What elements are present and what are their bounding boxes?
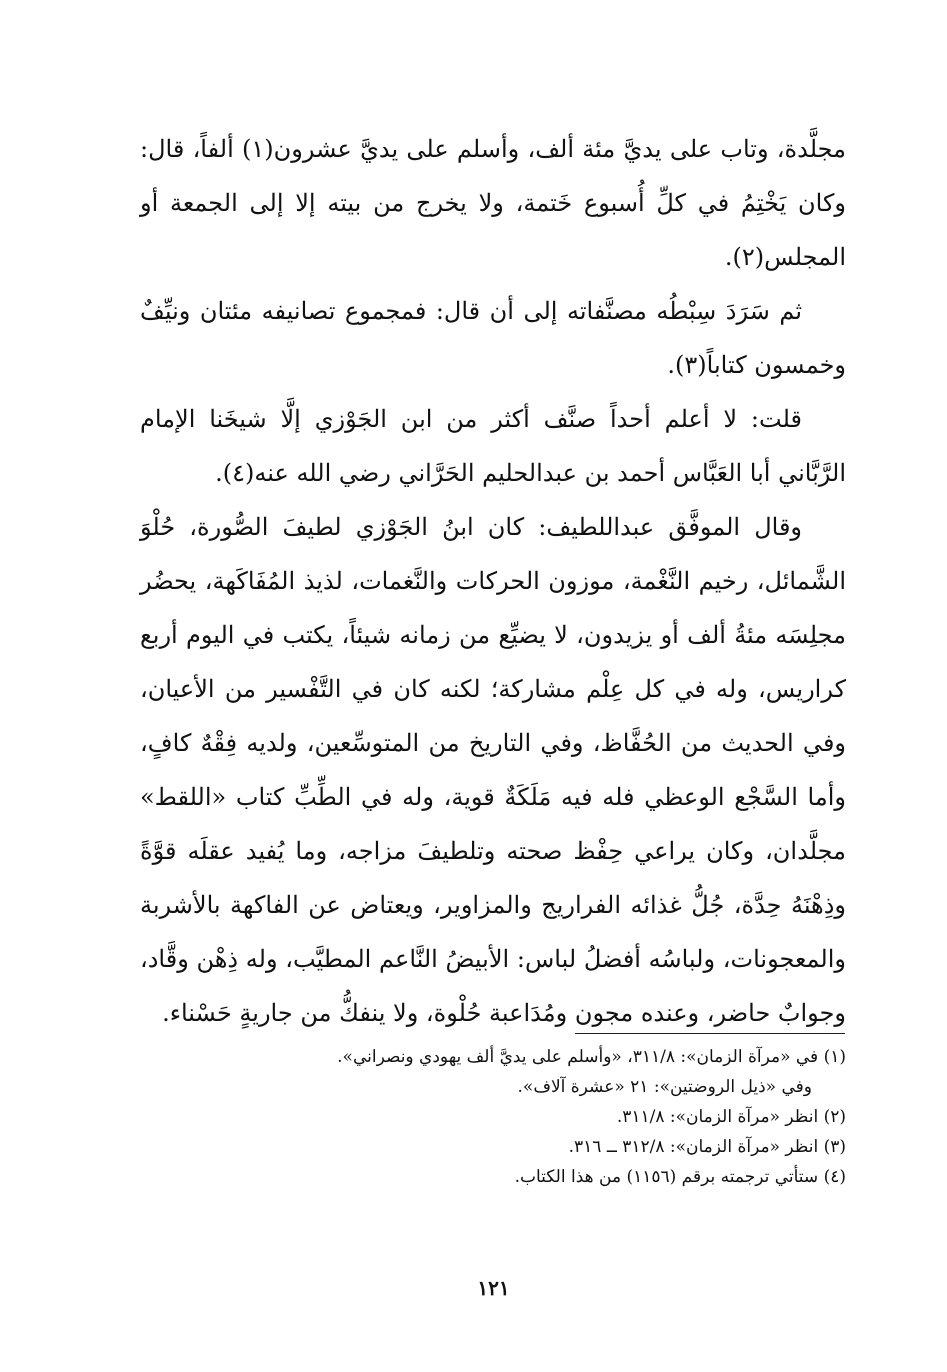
footnote-divider: [575, 1033, 845, 1034]
paragraph-4: وقال الموفَّق عبداللطيف: كان ابنُ الجَوْزي لطيفَ الصُّورة، حُلْوَ الشَّمائل، رخيم النَّغْمة، موزون الحركات والنَّغمات، لذيذ المُفَاكَهة، يحضُر مجلِسَه مئةُ ألف أو يزيدون، لا يضيِّع من زمانه شيئاً، يكتب في اليوم أربع كراريس، وله في كل عِلْم مشاركة؛ لكنه كان في التَّفْسير من الأعيان، وفي الحديث من الحُفَّاظ، وفي التاريخ من المتوسِّعين، ولديه فِقْهٌ كافٍ، وأما السَّجْع الوعظي فله فيه مَلَكَةٌ قوية، وله في الطِّبِّ كتاب «اللقط» مجلَّدان، وكان يراعي حِفْظ صحته وتلطيفَ مزاجه، وما يُفيد عقلَه قوَّةً وذِهْنَهُ حِدَّة، جُلُّ غذائه الفراريج والمزاوير، ويعتاض عن الفاكهة بالأشربة والمعجونات، ولباسُه أفضلُ لباس: الأبيضُ النَّاعم المطيَّب، وله ذِهْن وقَّاد، وجوابٌ حاضر، وعنده مجون ومُدَاعبة حُلْوة، ولا ينفكُّ من جاريةٍ حَسْناء.: [140, 513, 847, 1027]
paragraph-1: مجلَّدة، وتاب على يديَّ مئة ألف، وأسلم على يديَّ عشرون(١) ألفاً، قال: وكان يَخْتِمُ في كلِّ أُسبوع خَتمة، ولا يخرج من بيته إلا إلى الجمعة أو المجلس(٢).: [140, 135, 846, 271]
footnote-3: (٣) انظر «مرآة الزمان»: ٣١٢/٨ ــ ٣١٦.: [568, 1137, 846, 1157]
paragraph-3: قلت: لا أعلم أحداً صنَّف أكثر من ابن الجَوْزي إلَّا شيخَنا الإمام الرَّبَّاني أبا العَبَّاس أحمد بن عبدالحليم الحَرَّاني رضي الله عنه(٤).: [140, 405, 846, 487]
footnote-1: (١) في «مرآة الزمان»: ٣١١/٨، «وأسلم على يديَّ ألف يهودي ونصراني».: [337, 1047, 846, 1067]
footnote-2: (٢) انظر «مرآة الزمان»: ٣١١/٨.: [616, 1107, 846, 1127]
paragraph-2: ثم سَرَدَ سِبْطُه مصنَّفاته إلى أن قال: فمجموع تصانيفه مئتان ونيِّفٌ وخمسون كتاباً(٣).: [140, 297, 846, 379]
footnote-1-continuation: وفي «ذيل الروضتين»: ٢١ «عشرة آلاف».: [517, 1077, 812, 1097]
footnote-4: (٤) ستأتي ترجمته برقم (١١٥٦) من هذا الكتاب.: [514, 1167, 846, 1187]
page-number: ١٢١: [477, 1276, 510, 1300]
footnotes: [140, 1042, 846, 1192]
main-text: [140, 122, 846, 1040]
